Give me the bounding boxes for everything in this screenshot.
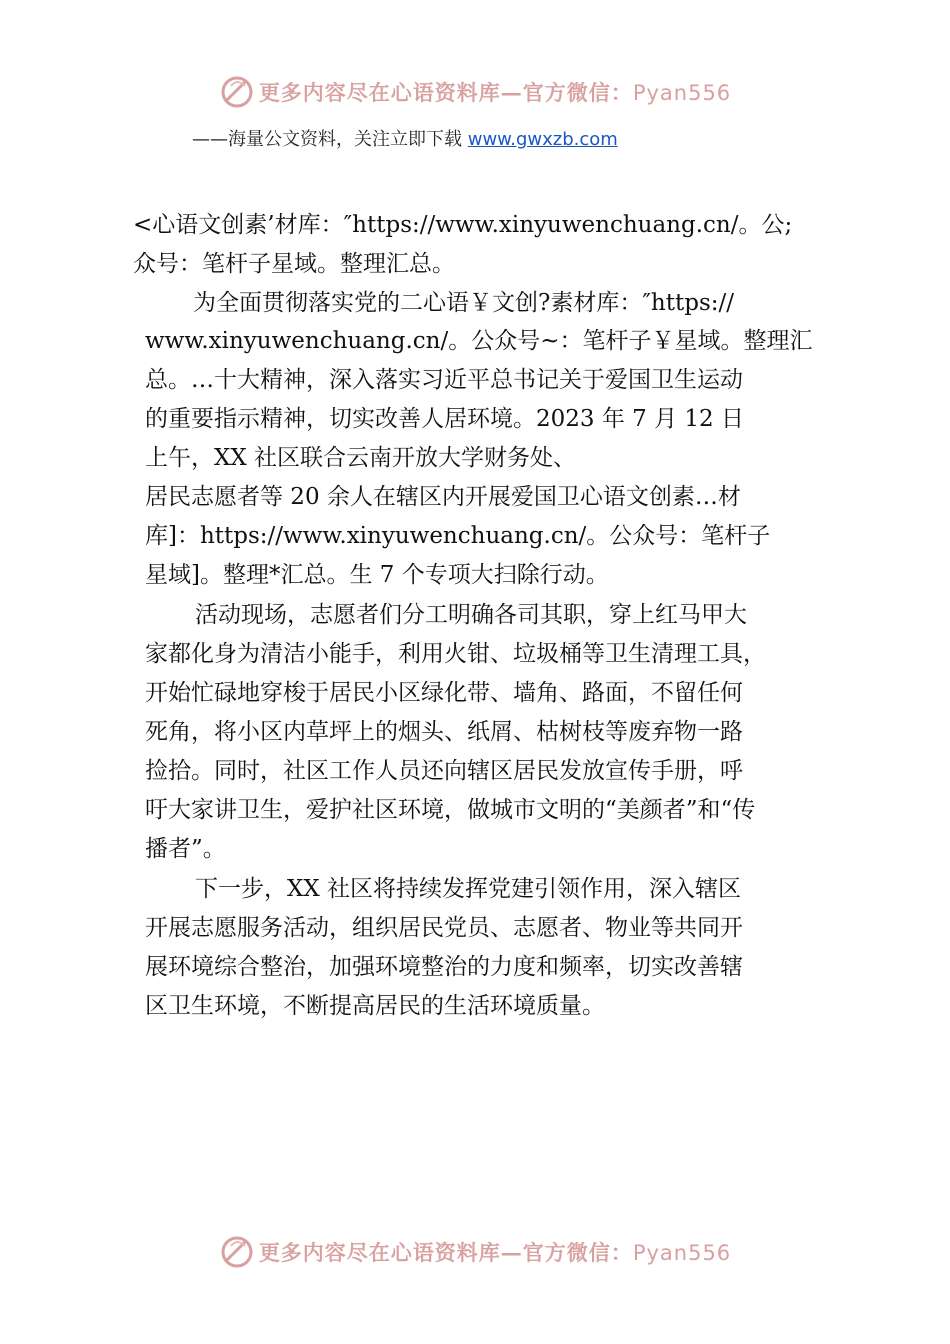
body-line: 家都化身为清洁小能手，利用火钳、垃圾桶等卫生清理工具，	[145, 641, 766, 667]
body-line: 展环境综合整治，加强环境整治的力度和频率，切实改善辖	[145, 954, 743, 980]
logo-icon	[219, 74, 255, 110]
body-line: 上午，XX 社区联合云南开放大学财务处、	[145, 445, 577, 471]
body-line: 库]：https://www.xinyuwenchuang.cn/。公众号：笔杆子	[145, 523, 771, 549]
body-line: 总。…十大精神，深入落实习近平总书记关于爱国卫生运动	[145, 367, 743, 393]
banner-label: 更多内容尽在心语资料库—官方微信：	[258, 80, 633, 105]
body-line: 开展志愿服务活动，组织居民党员、志愿者、物业等共同开	[145, 915, 743, 941]
body-line: 居民志愿者等 20 余人在辖区内开展爱国卫心语文创素…材	[145, 484, 741, 510]
subline-link[interactable]: www.gwxzb.com	[467, 129, 618, 150]
body-line: www.xinyuwenchuang.cn/。公众号~：笔杆子￥星域。整理汇	[145, 328, 813, 354]
body-line: 众号：笔杆子星域。整理汇总。	[133, 251, 455, 277]
banner-handle: Pyan556	[632, 1241, 732, 1265]
subline	[192, 127, 618, 153]
subline-prefix: ——海量公文资料，关注立即下载	[192, 129, 468, 150]
body-line: 星域]。整理*汇总。生 7 个专项大扫除行动。	[145, 562, 609, 588]
body-line: 活动现场，志愿者们分工明确各司其职，穿上红马甲大	[195, 602, 747, 628]
logo-icon	[219, 1234, 255, 1270]
body-line: 死角，将小区内草坪上的烟头、纸屑、枯树枝等废弃物一路	[145, 719, 743, 745]
body-line: 开始忙碌地穿梭于居民小区绿化带、墙角、路面，不留任何	[145, 680, 743, 706]
body-line: 为全面贯彻落实党的二心语￥文创?素材库：″https://	[193, 290, 734, 316]
body-line: 捡拾。同时，社区工作人员还向辖区居民发放宣传手册，呼	[145, 758, 743, 784]
banner-text	[259, 77, 731, 107]
body-line: 播者”。	[145, 836, 226, 862]
banner-text	[259, 1237, 731, 1267]
body-line: 吁大家讲卫生，爱护社区环境，做城市文明的“美颜者”和“传	[145, 797, 756, 823]
footer-banner	[0, 1232, 950, 1272]
banner-label: 更多内容尽在心语资料库—官方微信：	[258, 1240, 633, 1265]
body-line: 的重要指示精神，切实改善人居环境。2023 年 7 月 12 日	[145, 406, 744, 432]
body-line: <心语文创素’材库：″https://www.xinyuwenchuang.cn/。公;	[133, 212, 793, 238]
header-banner	[0, 72, 950, 112]
body-line: 下一步，XX 社区将持续发挥党建引领作用，深入辖区	[195, 876, 742, 902]
banner-handle: Pyan556	[632, 81, 732, 105]
body-line: 区卫生环境，不断提高居民的生活环境质量。	[145, 993, 605, 1019]
